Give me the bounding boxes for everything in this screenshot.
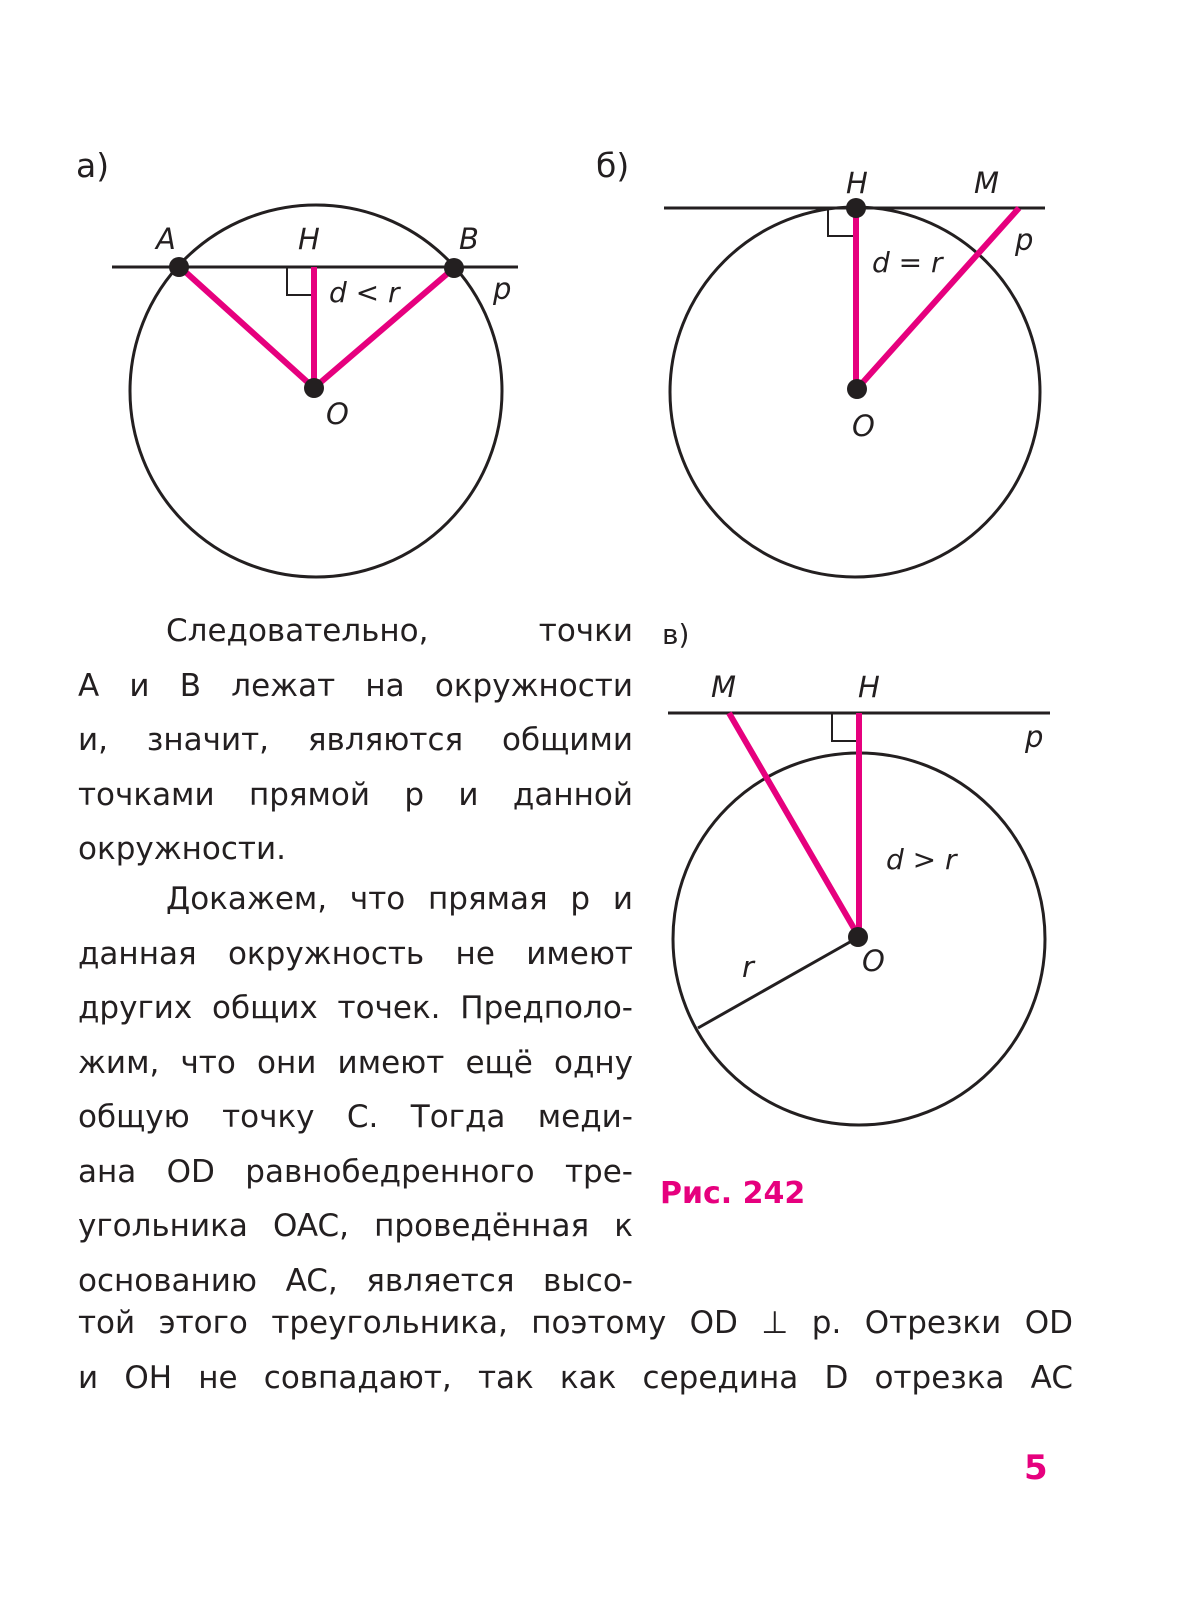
text-line: жим, что они имеют ещё одну bbox=[78, 1044, 633, 1081]
page-number: 5 bbox=[1024, 1448, 1048, 1488]
text-line: общую точку C. Тогда меди- bbox=[78, 1099, 633, 1135]
text-line: ана OD равнобедренного тре- bbox=[78, 1153, 633, 1190]
relation-c: d > r bbox=[886, 843, 957, 876]
label-o-a: O bbox=[326, 397, 349, 431]
label-o-c: O bbox=[862, 944, 885, 978]
segment-om-c bbox=[729, 713, 859, 937]
paragraph-1 bbox=[78, 604, 633, 877]
relation-b: d = r bbox=[872, 246, 943, 279]
label-o-b: O bbox=[852, 409, 875, 443]
text-line: основанию AC, является высо- bbox=[78, 1262, 633, 1299]
text-line: и, значит, являются общими bbox=[78, 722, 633, 758]
label-m-b: M bbox=[974, 166, 1000, 200]
label-r-c: r bbox=[742, 950, 754, 984]
text-line: данная окружность не имеют bbox=[78, 935, 633, 972]
text-line: и OH не совпадают, так как середина D отрезка AC bbox=[78, 1359, 1073, 1396]
text-line: окружности. bbox=[78, 831, 286, 867]
paragraph-2 bbox=[78, 872, 633, 1308]
label-p-a: p bbox=[493, 272, 512, 306]
paragraph-2-continued bbox=[78, 1296, 1073, 1405]
panel-a-label: а) bbox=[76, 146, 110, 185]
label-b: B bbox=[459, 222, 479, 256]
label-h-c: H bbox=[858, 670, 880, 704]
radius-r bbox=[698, 938, 857, 1028]
right-angle-mark-c bbox=[832, 713, 858, 741]
text-line: точками прямой p и данной bbox=[78, 776, 633, 813]
text-line: той этого треугольника, поэтому OD ⊥ p. Отрезки OD bbox=[78, 1305, 1073, 1341]
text-line: Следовательно, точки bbox=[166, 613, 633, 649]
label-h-a: H bbox=[298, 222, 320, 256]
label-p-b: p bbox=[1015, 223, 1034, 257]
text-line: других общих точек. Предполо- bbox=[78, 990, 633, 1026]
text-line: Докажем, что прямая p и bbox=[166, 881, 633, 917]
panel-b-label: б) bbox=[596, 146, 630, 185]
text-line: угольника OAC, проведённая к bbox=[78, 1208, 633, 1244]
figure-caption: Рис. 242 bbox=[660, 1176, 806, 1211]
label-m-c: M bbox=[711, 670, 737, 704]
label-h-b: H bbox=[846, 166, 868, 200]
text-line: A и B лежат на окружности bbox=[78, 667, 633, 704]
label-p-c: p bbox=[1025, 720, 1044, 754]
panel-c-label: в) bbox=[662, 618, 690, 651]
relation-a: d < r bbox=[329, 276, 400, 309]
label-a: A bbox=[156, 222, 176, 256]
